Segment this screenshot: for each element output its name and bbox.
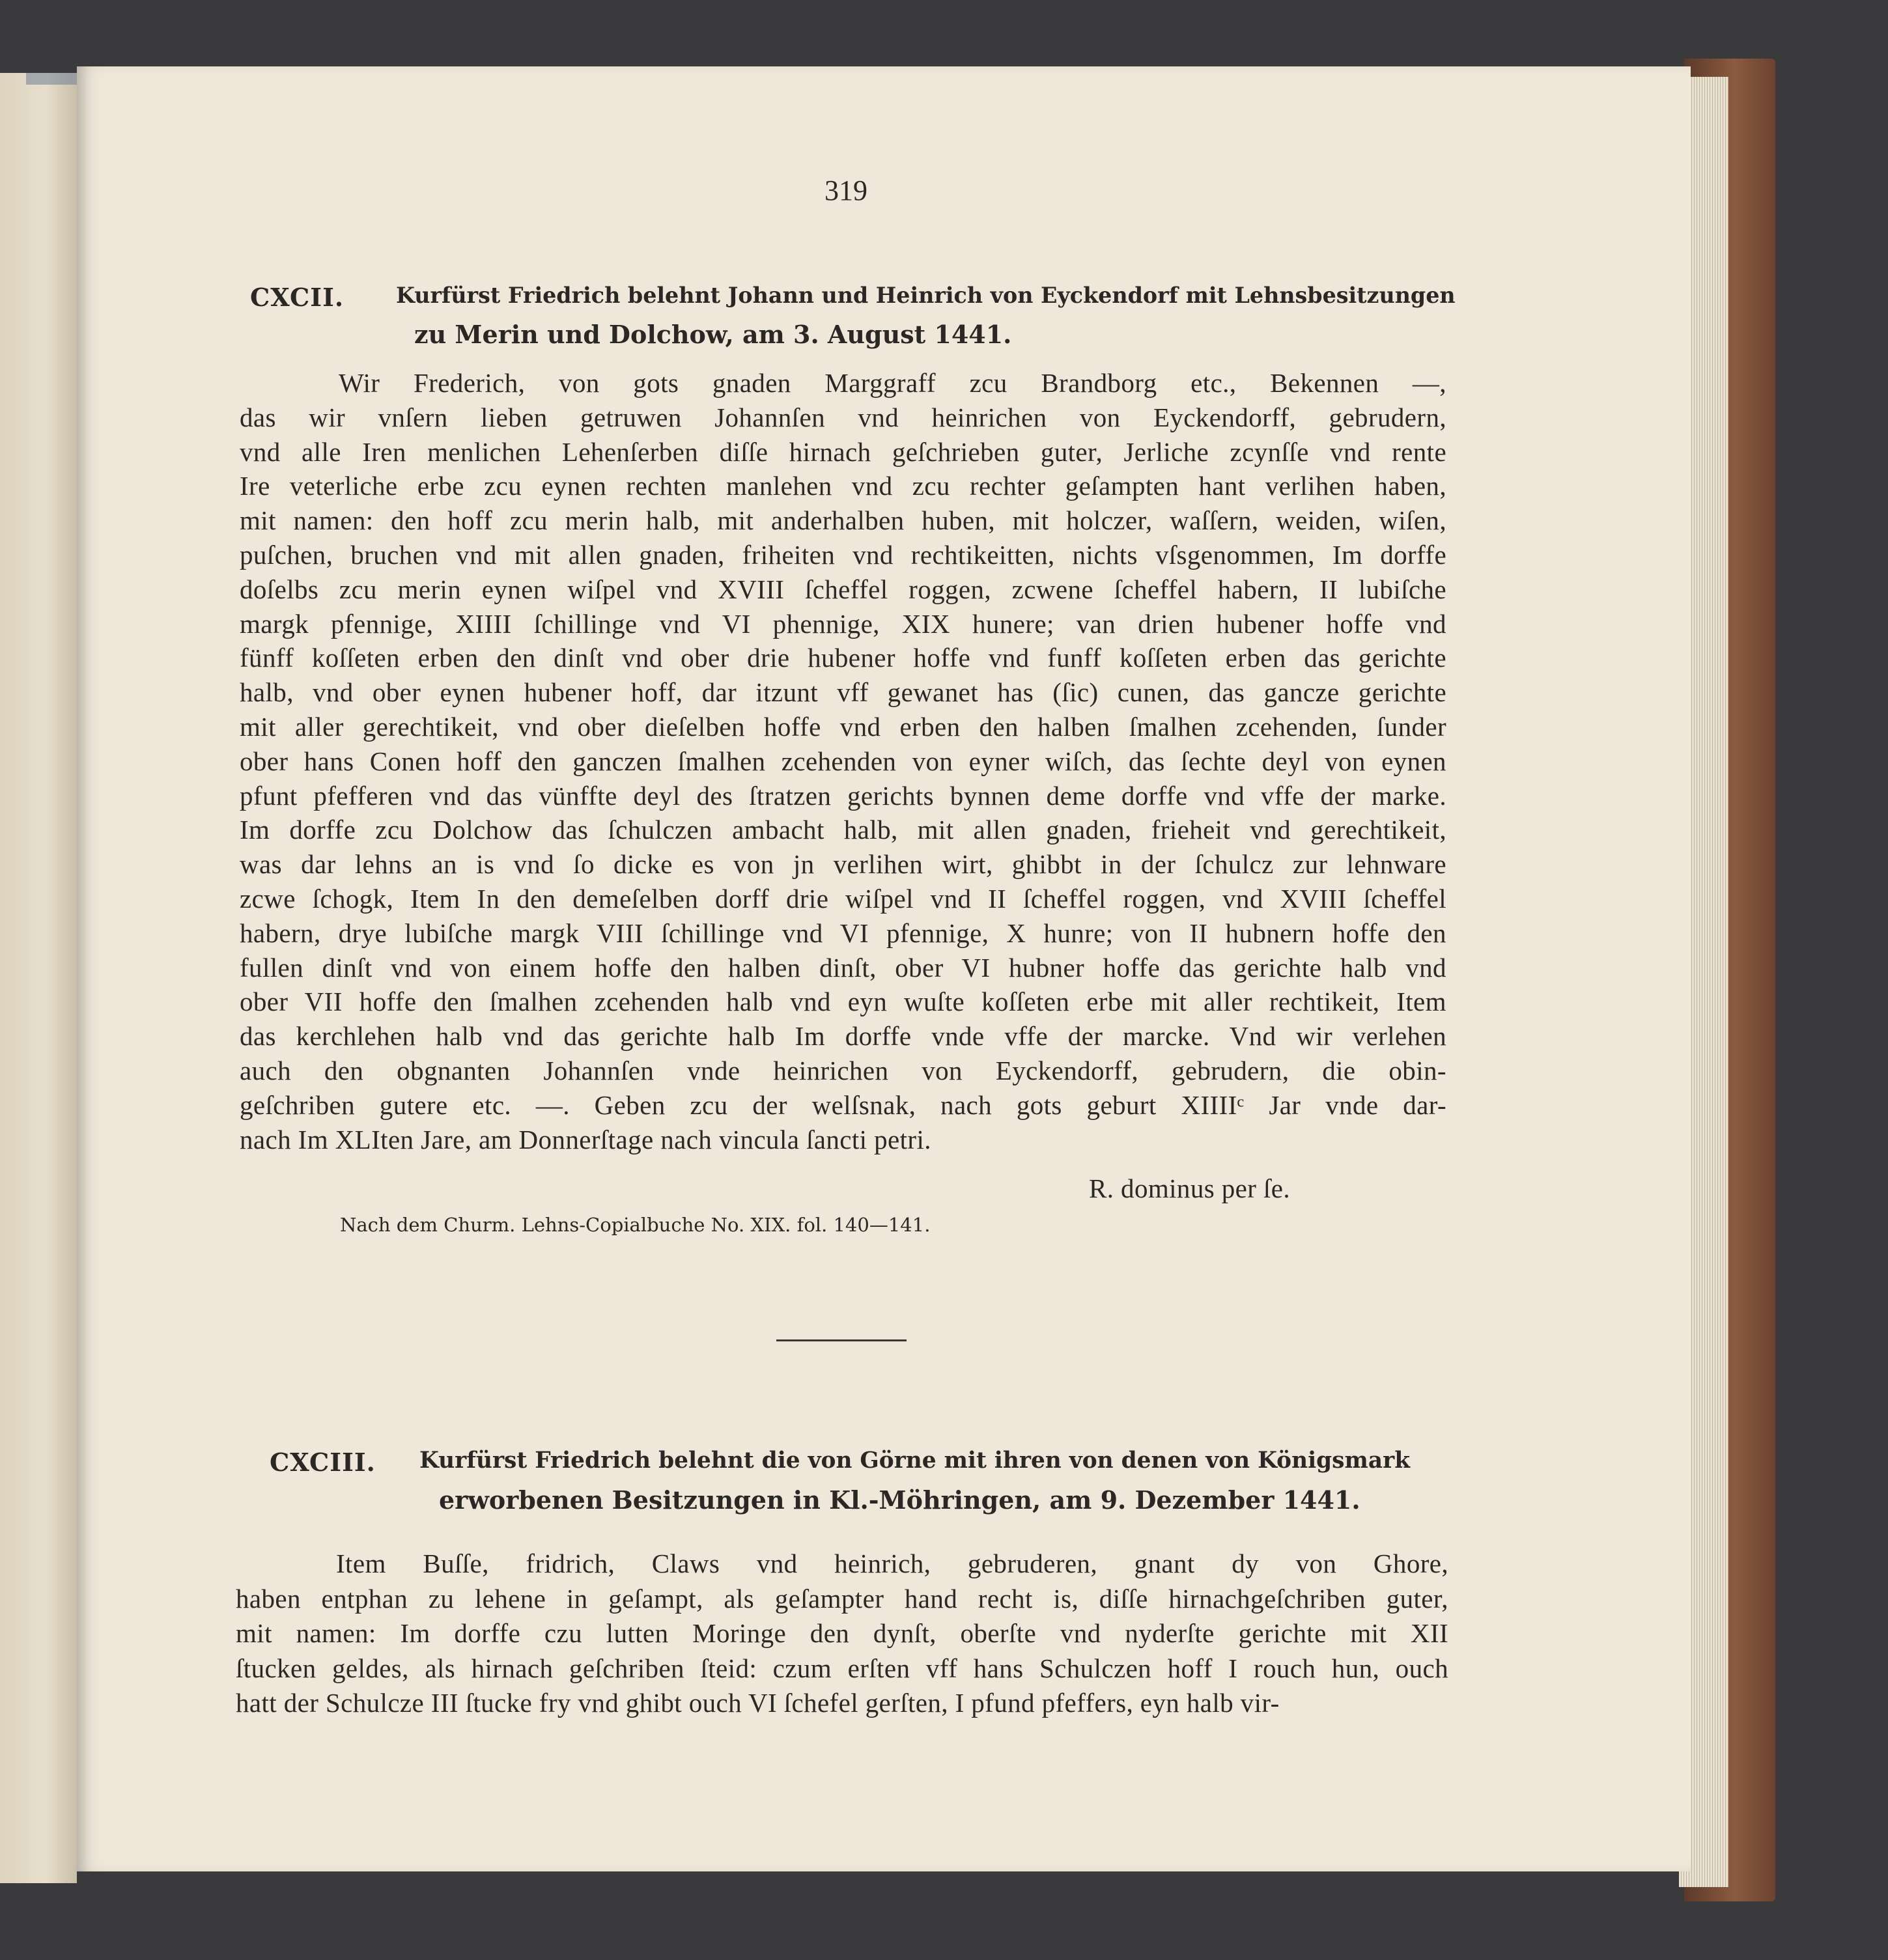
body-line: doſelbs zcu merin eynen wiſpel vnd XVIII ſcheffel roggen, zcwene ſcheffel habern, II lubiſche <box>240 574 1447 604</box>
body-line: pfunt pfefferen vnd das vünffte deyl des ſtratzen gerichts bynnen deme dorffe vnd vffe der marke. <box>240 781 1446 811</box>
body-line: puſchen, bruchen vnd mit allen gnaden, friheiten vnd rechtikeitten, nichts vſsgenommen, Im dorffe <box>240 540 1447 570</box>
body-line: margk pfennige, XIIII ſchillinge vnd VI phennige, XIX hunere; van drien hubener hoffe vnd <box>240 609 1446 639</box>
section-divider <box>776 1339 907 1341</box>
body-line: nach Im XLIten Jare, am Donnerſtage nach vincula ſancti petri. <box>240 1125 931 1155</box>
body-line: mit aller gerechtikeit, vnd ober dieſelben hoffe vnd erben den halben ſmalhen zcehenden, ſunder <box>240 712 1447 742</box>
doc-heading-line-1: Kurfürst Friedrich belehnt Johann und Heinrich von Eyckendorf mit Lehnsbesitzungen <box>396 283 1456 308</box>
doc-signature: R. dominus per ſe. <box>1089 1173 1290 1203</box>
doc-source-note: Nach dem Churm. Lehns-Copialbuche No. XIX. fol. 140—141. <box>340 1214 931 1236</box>
left-page-marbled-edge <box>26 73 78 85</box>
doc-heading-line-2: zu Merin und Dolchow, am 3. August 1441. <box>414 320 1012 349</box>
body-line: fullen dinſt vnd von einem hoffe den halben dinſt, ober VI hubner hoffe das gerichte halb vnd <box>240 953 1446 983</box>
body-line: das kerchlehen halb vnd das gerichte halb Im dorffe vnde vffe der marcke. Vnd wir verlehen <box>240 1021 1447 1051</box>
body-line: ober hans Conen hoff den ganczen ſmalhen zcehenden von eyner wiſch, das ſechte deyl von eynen <box>240 746 1446 776</box>
body-line: haben entphan zu lehene in geſampt, als geſampter hand recht is, diſſe hirnachgeſchriben guter, <box>236 1584 1448 1614</box>
body-line: das wir vnſern lieben getruwen Johannſen vnd heinrichen von Eyckendorff, gebrudern, <box>240 402 1447 432</box>
doc-number: CXCIII. <box>270 1448 376 1477</box>
body-line: was dar lehns an is vnd ſo dicke es von jn verlihen wirt, ghibbt in der ſchulcz zur lehnware <box>240 849 1446 879</box>
body-line: ſtucken geldes, als hirnach geſchriben ſteid: czum erſten vff hans Schulczen hoff I rouch hun, ouch <box>236 1653 1448 1683</box>
body-line: Wir Frederich, von gots gnaden Marggraff zcu Brandborg etc., Bekennen —, <box>339 368 1446 398</box>
body-line: vnd alle Iren menlichen Lehenſerben diſſe hirnach geſchrieben guter, Jerliche zcynſſe vnd rente <box>240 437 1447 467</box>
body-line: habern, drye lubiſche margk VIII ſchillinge vnd VI pfennige, X hunre; von II hubnern hoffe den <box>240 918 1446 948</box>
body-line: Item Buſſe, fridrich, Claws vnd heinrich, gebruderen, gnant dy von Ghore, <box>336 1548 1449 1578</box>
body-line: Im dorffe zcu Dolchow das ſchulczen ambacht halb, mit allen gnaden, frieheit vnd gerechtikeit, <box>240 815 1447 845</box>
doc-heading-line-1: Kurfürst Friedrich belehnt die von Görne mit ihren von denen von Königsmark <box>419 1448 1411 1474</box>
doc-heading-line-2: erworbenen Besitzungen in Kl.-Möhringen, am 9. Dezember 1441. <box>439 1485 1360 1515</box>
body-line: mit namen: den hoff zcu merin halb, mit anderhalben huben, mit holczer, waſſern, weiden, wiſen, <box>240 505 1446 535</box>
body-line: Ire veterliche erbe zcu eynen rechten manlehen vnd zcu rechter geſampten hant verlihen haben, <box>240 471 1446 501</box>
page-number: 319 <box>824 175 867 206</box>
body-line: ober VII hoffe den ſmalhen zcehenden halb vnd eyn wuſte koſſeten erbe mit aller rechtikeit, Item <box>240 987 1446 1016</box>
body-line: mit namen: Im dorffe czu lutten Moringe den dynſt, oberſte vnd nyderſte gerichte mit XII <box>236 1618 1449 1648</box>
doc-number: CXCII. <box>250 283 345 312</box>
body-line: hatt der Schulcze III ſtucke fry vnd ghibt ouch VI ſchefel gerſten, I pfund pfeffers, eyn halb vir- <box>236 1688 1280 1718</box>
body-line: geſchriben gutere etc. —. Geben zcu der welſsnak, nach gots geburt XIIIIᶜ Jar vnde dar- <box>240 1090 1447 1120</box>
body-line: halb, vnd ober eynen hubener hoff, dar itzunt vff gewanet has (ſic) cunen, das gancze gerichte <box>240 677 1447 707</box>
body-line: fünff koſſeten erben den dinſt vnd ober drie hubener hoffe vnd funff koſſeten erben das gerichte <box>240 643 1446 673</box>
body-line: zcwe ſchogk, Item In den demeſelben dorff drie wiſpel vnd II ſcheffel roggen, vnd XVIII ſcheffel <box>240 884 1447 914</box>
left-page-edge <box>0 73 77 1883</box>
body-line: auch den obgnanten Johannſen vnde heinrichen von Eyckendorff, gebrudern, die obin- <box>240 1056 1446 1085</box>
